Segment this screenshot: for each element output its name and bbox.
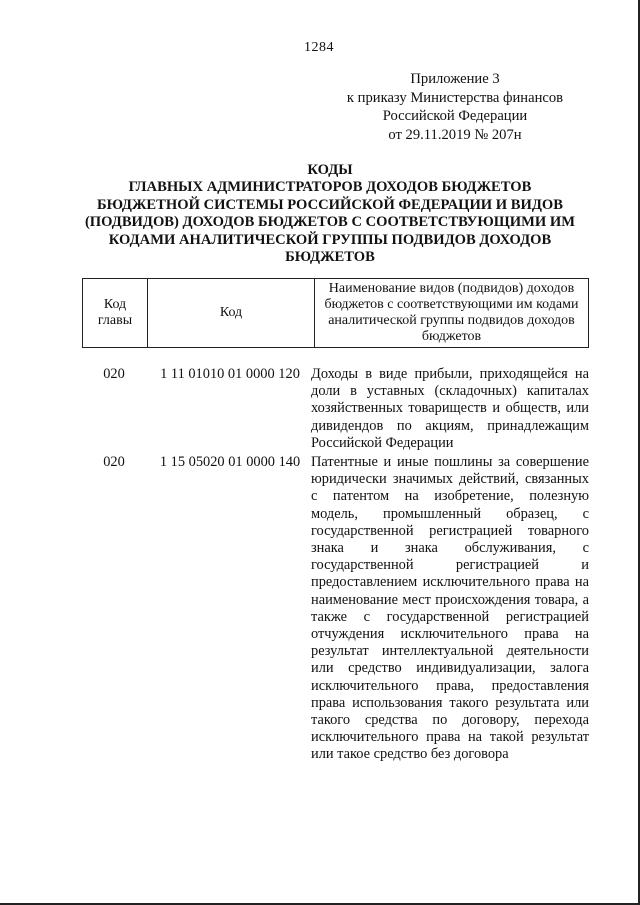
row-chapter-code: 020 (103, 454, 125, 471)
title-line-4: (ПОДВИДОВ) ДОХОДОВ БЮДЖЕТОВ С СООТВЕТСТВУЮЩИМИ ИМ (84, 214, 576, 231)
table-body (82, 366, 589, 766)
title-line-5: КОДАМИ АНАЛИТИЧЕСКОЙ ГРУППЫ ПОДВИДОВ ДОХОДОВ (108, 231, 552, 248)
title-line-2: ГЛАВНЫХ АДМИНИСТРАТОРОВ ДОХОДОВ БЮДЖЕТОВ (128, 179, 532, 196)
row-name: Доходы в виде прибыли, приходящейся на доли в уставных (складочных) капиталах хозяйственных товариществ и обществ, или дивидендов по акциям, принадлежащим Российской Федерации (311, 366, 589, 451)
header-code: Код (148, 279, 315, 348)
header-chapter-code: Код главы (83, 279, 148, 348)
appendix-line-3: Российской Федерации (382, 108, 528, 124)
title-line-3: БЮДЖЕТНОЙ СИСТЕМЫ РОССИЙСКОЙ ФЕДЕРАЦИИ И ВИДОВ (96, 196, 564, 213)
table-row (82, 366, 589, 452)
row-code: 1 11 01010 01 0000 120 (160, 366, 300, 382)
row-code: 1 15 05020 01 0000 140 (159, 454, 301, 471)
title-line-6: БЮДЖЕТОВ (285, 249, 375, 266)
appendix-block (330, 70, 580, 144)
appendix-line-4: от 29.11.2019 № 207н (388, 126, 522, 143)
appendix-line-1: Приложение 3 (410, 71, 500, 87)
row-name: Патентные и иные пошлины за совершение юридически значимых действий, связанных с патентом на изобретение, полезную модель, промышленный образец, с государственной регистрацией товарного знака и знака обслуживания, с государственной регистрацией и предоставлением исключительного права на наименование мест происхождения товара, а также с государственной регистрацией отчуждения исключительного права на результат интеллектуальной деятельности или средство индивидуализации, залога исключительного права, предоставления права использования такого результата или такого средства по договору, перехода исключительного права на такой результат или такое средство без договора (311, 454, 589, 763)
page-number: 1284 (304, 40, 334, 55)
table-header (82, 278, 589, 348)
appendix-line-2: к приказу Министерства финансов (346, 89, 564, 106)
row-chapter-code: 020 (103, 366, 125, 382)
title-line-1: КОДЫ (307, 162, 353, 178)
header-name: Наименование видов (подвидов) доходов бюджетов с соответствующими им кодами аналитической группы подвидов доходов бюджетов (315, 279, 589, 348)
table-row (82, 454, 589, 764)
table-header-row (83, 279, 589, 348)
document-title (80, 162, 580, 266)
